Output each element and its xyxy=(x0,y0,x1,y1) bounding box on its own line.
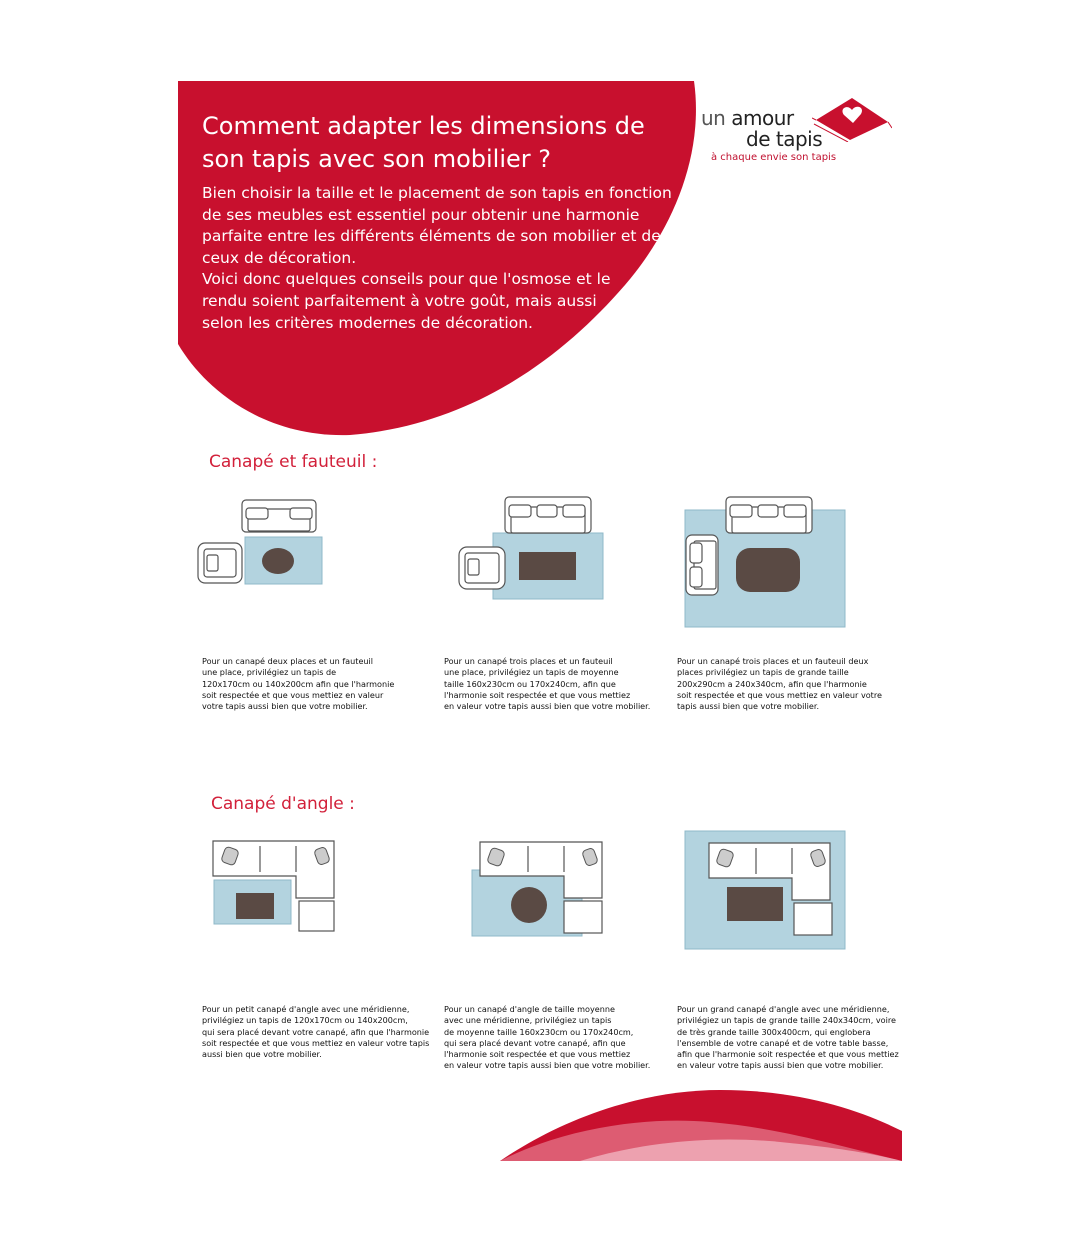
caption-line: l'harmonie soit respectée et que vous mettiez xyxy=(444,689,631,700)
caption-line: avec une méridienne, privilégiez un tapis xyxy=(444,1015,612,1026)
intro-line: ceux de décoration. xyxy=(202,248,357,267)
caption-line: aussi bien que votre mobilier. xyxy=(202,1049,322,1060)
caption-line: l'ensemble de votre canapé et de votre table basse, xyxy=(677,1037,889,1048)
flying-carpet-heart-icon xyxy=(812,96,892,142)
caption-line: une place, privilégiez un tapis de moyenne xyxy=(444,667,619,678)
caption-line: soit respectée et que vous mettiez en valeur xyxy=(202,689,384,700)
diagram-medium-corner-sofa xyxy=(470,838,610,938)
intro-line: parfaite entre les différents éléments de son mobilier et de xyxy=(202,227,661,246)
intro-line: selon les critères modernes de décoration. xyxy=(202,313,533,332)
intro-line: Voici donc quelques conseils pour que l'osmose et le xyxy=(202,270,611,289)
logo-word: de tapis xyxy=(746,127,823,151)
footer-wave-decoration xyxy=(0,1080,1080,1170)
section-title-sofa-armchair: Canapé et fauteuil : xyxy=(209,452,378,472)
caption-line: Pour un petit canapé d'angle avec une méridienne, xyxy=(202,1004,410,1014)
intro-line: de ses meubles est essentiel pour obtenir une harmonie xyxy=(202,205,640,224)
caption-line: privilégiez un tapis de 120x170cm ou 140x200cm, xyxy=(202,1015,408,1026)
caption-line: qui sera placé devant votre canapé, afin que xyxy=(444,1037,626,1048)
intro-line: rendu soient parfaitement à votre goût, mais aussi xyxy=(202,291,597,310)
caption-line: Pour un canapé trois places et un fauteuil xyxy=(444,656,613,666)
caption-line: l'harmonie soit respectée et que vous mettiez xyxy=(444,1049,631,1060)
logo-word: un xyxy=(701,106,726,130)
section-title-corner-sofa: Canapé d'angle : xyxy=(211,794,355,814)
caption-large-corner-sofa xyxy=(677,1004,912,1072)
caption-line: places privilégiez un tapis de grande taille xyxy=(677,667,849,678)
caption-line: en valeur votre tapis aussi bien que votre mobilier. xyxy=(444,1060,651,1071)
page-title-line: Comment adapter les dimensions de xyxy=(202,112,645,140)
caption-line: en valeur votre tapis aussi bien que votre mobilier. xyxy=(444,701,651,712)
intro-line: Bien choisir la taille et le placement de son tapis en fonction xyxy=(202,184,672,202)
caption-line: Pour un grand canapé d'angle avec une méridienne, xyxy=(677,1004,890,1014)
caption-line: soit respectée et que vous mettiez en valeur votre tapis xyxy=(202,1037,430,1048)
logo-word: amour xyxy=(731,106,794,130)
caption-line: en valeur votre tapis aussi bien que votre mobilier. xyxy=(677,1060,884,1071)
caption-line: Pour un canapé trois places et un fauteuil deux xyxy=(677,656,869,666)
diagram-three-seat-sofa-armchair xyxy=(455,495,610,603)
caption-line: votre tapis aussi bien que votre mobilier. xyxy=(202,701,368,712)
caption-two-seat-sofa xyxy=(202,656,437,712)
caption-small-corner-sofa xyxy=(202,1004,437,1060)
caption-line: afin que l'harmonie soit respectée et que vous mettiez xyxy=(677,1049,899,1060)
caption-line: Pour un canapé deux places et un fauteuil xyxy=(202,656,374,666)
caption-line: une place, privilégiez un tapis de xyxy=(202,667,337,678)
diagram-large-corner-sofa xyxy=(684,830,848,952)
diagram-small-corner-sofa xyxy=(210,838,340,936)
diagram-two-seat-sofa-armchair xyxy=(190,495,330,590)
diagram-three-seat-sofa-loveseat xyxy=(678,495,853,630)
caption-medium-corner-sofa xyxy=(444,1004,679,1072)
caption-line: Pour un canapé d'angle de taille moyenne xyxy=(444,1004,615,1014)
caption-line: 120x170cm ou 140x200cm afin que l'harmonie xyxy=(202,678,395,689)
caption-three-seat-sofa xyxy=(444,656,679,712)
caption-line: 200x290cm a 240x340cm, afin que l'harmonie xyxy=(677,678,867,689)
caption-line: tapis aussi bien que votre mobilier. xyxy=(677,701,820,712)
logo-tagline: à chaque envie son tapis xyxy=(711,152,837,163)
page-title-line: son tapis avec son mobilier ? xyxy=(202,145,552,173)
caption-line: taille 160x230cm ou 170x240cm, afin que xyxy=(444,678,616,689)
intro-paragraph xyxy=(202,183,672,334)
caption-line: privilégiez un tapis de grande taille 240x340cm, voire xyxy=(677,1015,896,1026)
caption-line: soit respectée et que vous mettiez en valeur votre xyxy=(677,689,882,700)
caption-line: de moyenne taille 160x230cm ou 170x240cm, xyxy=(444,1026,634,1037)
page-title xyxy=(202,110,672,176)
caption-three-seat-loveseat xyxy=(677,656,912,712)
caption-line: de très grande taille 300x400cm, qui englobera xyxy=(677,1026,871,1037)
brand-logo xyxy=(700,96,900,176)
caption-line: qui sera placé devant votre canapé, afin que l'harmonie xyxy=(202,1026,430,1037)
